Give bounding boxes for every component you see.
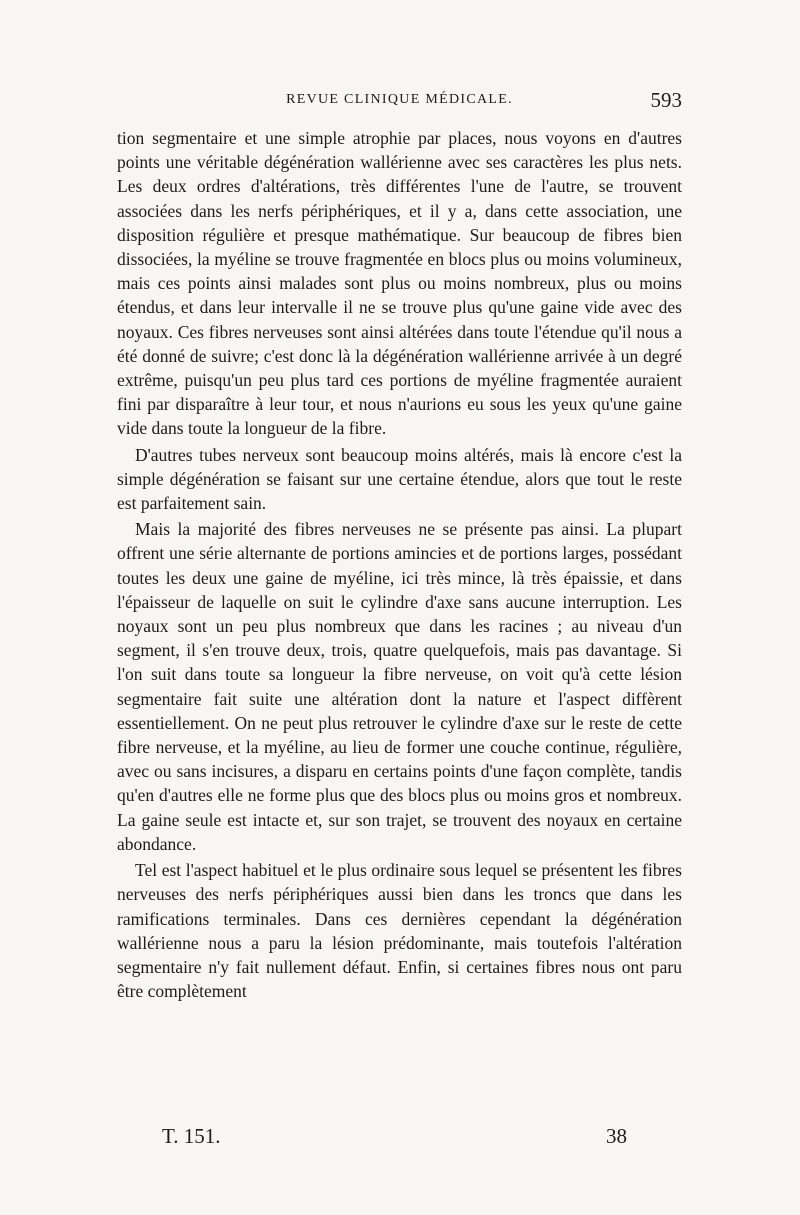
journal-title: REVUE CLINIQUE MÉDICALE.	[286, 92, 513, 107]
paragraph: D'autres tubes nerveux sont beaucoup moins altérés, mais là encore c'est la simple dégénération se faisant sur une certaine étendue, alors que tout le reste est parfaitement sain.	[117, 444, 682, 514]
page-number: 593	[650, 88, 682, 112]
body-text	[117, 126, 682, 1003]
page-footer	[162, 1124, 627, 1154]
paragraph: Mais la majorité des fibres nerveuses ne se présente pas ainsi. La plupart offrent une série alternante de portions amincies et de portions larges, possédant toutes les deux une gaine de myéline, ici très mince, là très épaissie, et dans l'épaisseur de laquelle on suit le cylindre d'axe sans aucune interruption. Les noyaux sont un peu plus nombreux que dans les racines ; au niveau d'un segment, il s'en trouve deux, trois, quatre quelquefois, mais pas davantage. Si l'on suit dans toute sa longueur la fibre nerveuse, on voit qu'à cette lésion segmentaire fait suite une altération dont la nature et l'aspect diffèrent essentiellement. On ne peut plus retrouver le cylindre d'axe sur le reste de cette fibre nerveuse, et la myéline, au lieu de former une couche continue, régulière, avec ou sans incisures, a disparu en certains points d'une façon complète, tandis qu'en d'autres elle ne forme plus que des blocs plus ou moins gros et nombreux. La gaine seule est intacte et, sur son trajet, se trouvent des noyaux en certaine abondance.	[117, 519, 682, 854]
volume-signature: T. 151.	[162, 1124, 221, 1148]
paragraph-continuation: tion segmentaire et une simple atrophie par places, nous voyons en d'autres points une véritable dégénération wallérienne avec ses caractères les plus nets. Les deux ordres d'altérations, très différentes l'une de l'autre, se trouvent associées dans les nerfs périphériques, et il y a, dans cette association, une disposition régulière et presque mathématique. Sur beaucoup de fibres bien dissociées, la myéline se trouve fragmentée en blocs plus ou moins volumineux, mais ces points ainsi malades sont plus ou moins nombreux, plus ou moins étendus, et dans leur intervalle il ne se trouve plus qu'une gaine vide avec des noyaux. Ces fibres nerveuses sont ainsi altérées dans toute l'étendue qu'il nous a été donné de suivre; c'est donc là la dégénération wallérienne arrivée à un degré extrême, puisqu'un peu plus tard ces portions de myéline fragmentée auraient fini par disparaître à leur tour, et nous n'aurions eu sous les yeux qu'une gaine vide dans toute la longueur de la fibre.	[117, 128, 682, 439]
paragraph: Tel est l'aspect habituel et le plus ordinaire sous lequel se présentent les fibres nerveuses des nerfs périphériques aussi bien dans les troncs que dans les ramifications terminales. Dans ces dernières cependant la dégénération wallérienne nous a paru la lésion prédominante, mais toutefois l'altération segmentaire n'y fait nullement défaut. Enfin, si certaines fibres nous ont paru être complètement	[117, 860, 682, 1002]
running-header	[117, 88, 682, 114]
sheet-number: 38	[606, 1124, 627, 1148]
